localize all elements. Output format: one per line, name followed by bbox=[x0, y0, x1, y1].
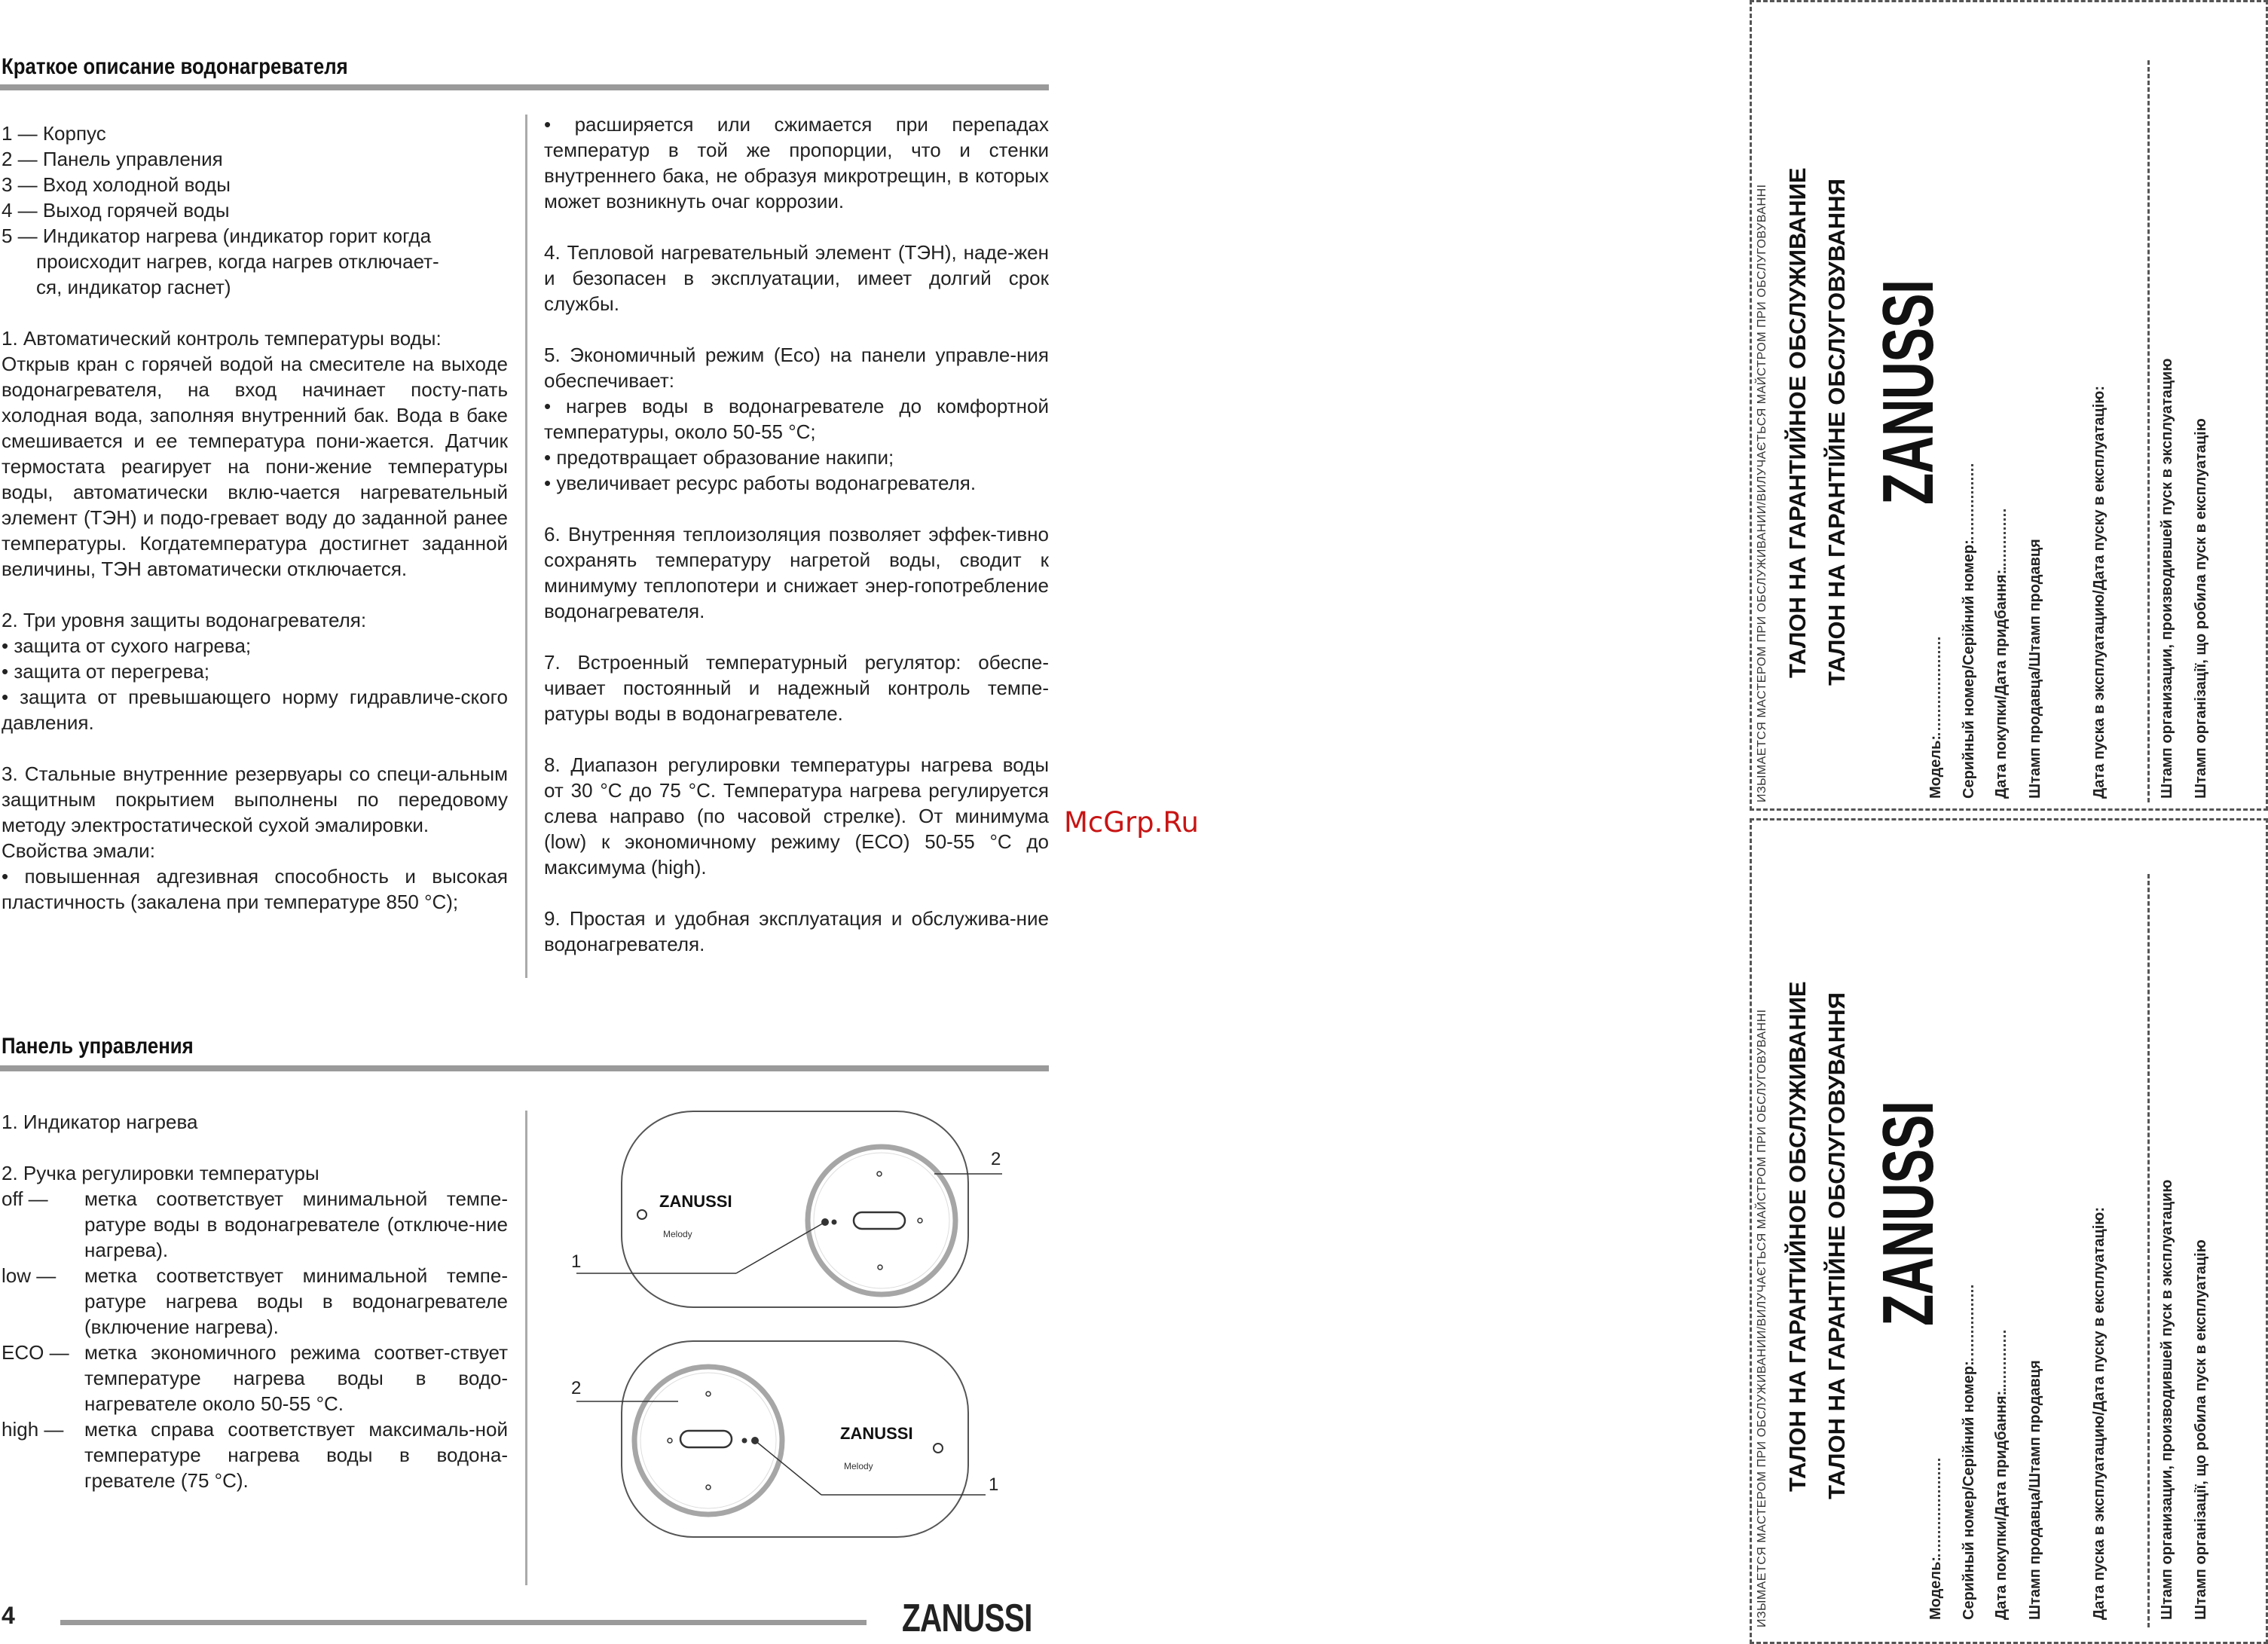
def-term: high — bbox=[2, 1418, 64, 1441]
def-desc: метка справа соответствует максималь-ной температуре нагрева воды в водона-гревателе (75 °С). bbox=[84, 1418, 508, 1492]
def-desc: метка соответствует минимальной темпе-ратуре воды в водонагревателе (отключе-ние нагрева). bbox=[84, 1187, 508, 1261]
field-label: Серийный номер/Серійний номер: bbox=[1961, 1361, 1977, 1620]
coupon-field-model bbox=[1927, 637, 1945, 799]
coupon-field-serial bbox=[1961, 1285, 1978, 1620]
coupon-divider bbox=[2147, 60, 2150, 802]
coupon-org-ua: Штамп організації, що робила пуск в експлуатацію bbox=[2193, 1239, 2209, 1620]
p3-text: 3. Стальные внутренние резервуары со специ-альным защитным покрытием выполнены по передовому методу электростатической сухой эмалировки. bbox=[2, 762, 508, 836]
knob-mark-low bbox=[832, 1220, 837, 1225]
legend-item-1: 1. Индикатор нагрева bbox=[2, 1111, 198, 1133]
def-term: off — bbox=[2, 1187, 48, 1210]
p2-heading: 2. Три уровня защиты водонагревателя: bbox=[2, 609, 367, 631]
panel-brand: ZANUSSI bbox=[659, 1192, 732, 1211]
coupon-field-date bbox=[1993, 509, 2010, 799]
callout-1: 1 bbox=[571, 1251, 582, 1272]
section-title: Краткое описание водонагревателя bbox=[2, 54, 348, 79]
panel-model: Melody bbox=[663, 1229, 692, 1239]
coupon-field-start: Дата пуска в эксплуатацию/Дата пуску в експлуатацію: bbox=[2091, 1207, 2108, 1620]
field-label: Модель: bbox=[1927, 1556, 1944, 1620]
callout-2: 2 bbox=[571, 1378, 582, 1398]
part-2: 2 — Панель управления bbox=[2, 148, 223, 170]
coupon-field-start: Дата пуска в эксплуатацию/Дата пуску в експлуатацію: bbox=[2091, 386, 2108, 799]
p1-heading: 1. Автоматический контроль температуры воды: bbox=[2, 327, 442, 350]
coupon-logo: ZANUSSI bbox=[1868, 1101, 1949, 1326]
coupon-divider bbox=[2147, 874, 2150, 1627]
r8-text: 8. Диапазон регулировки температуры нагрева воды от 30 °С до 75 °С. Температура нагрева регулируется слева направо (по часовой стрелке). От минимума (low) к экономичному режиму (ЕСО) 50-55 °С до максимума (high). bbox=[544, 753, 1049, 879]
coupon-field-stamp: Штамп продавца/Штамп продавця bbox=[2027, 1360, 2043, 1620]
page-number: 4 bbox=[2, 1602, 15, 1629]
part-5-cont2: ся, индикатор гаснет) bbox=[36, 276, 231, 298]
section-title: Панель управления bbox=[2, 1034, 194, 1059]
r4-text: 4. Тепловой нагревательный элемент (ТЭН), наде-жен и безопасен в эксплуатации, имеет долгий срок службы. bbox=[544, 241, 1049, 315]
coupon-tiny-text: ИЗЫМАЕТСЯ МАСТЕРОМ ПРИ ОБСЛУЖИВАНИИ/ВИЛУЧАЄТЬСЯ МАЙСТРОМ ПРИ ОБСЛУГОВУВАННІ bbox=[1756, 1009, 1768, 1627]
footer-logo: ZANUSSI bbox=[902, 1597, 1032, 1640]
field-label: Серийный номер/Серійний номер: bbox=[1961, 539, 1977, 799]
r5-heading: 5. Экономичный режим (Eco) на панели управле-ния обеспечивает: bbox=[544, 344, 1049, 392]
def-desc: метка соответствует минимальной темпе-ратуре нагрева воды в водонагревателе (включение нагрева). bbox=[84, 1264, 508, 1338]
left-column bbox=[2, 121, 508, 915]
r5-item: • нагрев воды в водонагревателе до комфортной температуры, около 50-55 °С; bbox=[544, 395, 1049, 443]
column-divider bbox=[525, 115, 527, 978]
callout-1: 1 bbox=[989, 1474, 999, 1495]
r0-text: • расширяется или сжимается при перепадах температур в той же пропорции, что и стенки внутреннего бака, не образуя микротрещин, в которых может возникнуть очаг коррозии. bbox=[544, 113, 1049, 212]
coupon-title-ru: ТАЛОН НА ГАРАНТИЙНОЕ ОБСЛУЖИВАНИЕ bbox=[1784, 981, 1811, 1492]
legend-def bbox=[2, 1416, 508, 1493]
def-term: low — bbox=[2, 1264, 57, 1287]
coupon-field-date bbox=[1993, 1331, 2010, 1620]
footer-rule bbox=[60, 1620, 867, 1625]
legend-def bbox=[2, 1186, 508, 1263]
coupon-title-ru: ТАЛОН НА ГАРАНТИЙНОЕ ОБСЛУЖИВАНИЕ bbox=[1784, 167, 1811, 678]
column-divider bbox=[525, 1111, 527, 1585]
panel-brand: ZANUSSI bbox=[840, 1424, 913, 1443]
coupon-field-stamp: Штамп продавца/Штамп продавця bbox=[2027, 539, 2043, 799]
p1-text: Открыв кран с горячей водой на смесителе на выходе водонагревателя, на вход начинает посту-пать холодная вода, заполняя внутренний бак. Вода в баке смешивается и ее температура пони-жается. Датчик термостата реагирует на пони-жение температуры воды, автоматически вклю-чается нагревательный элемент (ТЭН) и подо-гревает воду до заданной ранее температуры. Когдатемпература достигнет заданной величины, ТЭН автоматически отключается. bbox=[2, 353, 508, 580]
coupon-field-model bbox=[1927, 1459, 1945, 1620]
legend-def bbox=[2, 1340, 508, 1416]
r6-text: 6. Внутренняя теплоизоляция позволяет эффек-тивно сохранять температуру нагретой воды, сводит к минимуму теплопотери и снижает энер-гопотребление водонагревателя. bbox=[544, 523, 1049, 622]
def-term: ECO — bbox=[2, 1341, 69, 1364]
legend-item-2: 2. Ручка регулировки температуры bbox=[2, 1162, 319, 1184]
r5-item: • увеличивает ресурс работы водонагревателя. bbox=[544, 472, 977, 494]
coupon-title-ua: ТАЛОН НА ГАРАНТІЙНЕ ОБСЛУГОВУВАННЯ bbox=[1823, 992, 1850, 1499]
part-4: 4 — Выход горячей воды bbox=[2, 199, 230, 222]
control-panel-diagram bbox=[558, 1092, 1040, 1590]
p3-item: • повышенная адгезивная способность и высокая пластичность (закалена при температуре 850 °С); bbox=[2, 865, 508, 913]
watermark: McGrp.Ru bbox=[1064, 806, 1199, 839]
knob-handle-icon bbox=[854, 1212, 905, 1229]
knob-ring bbox=[634, 1367, 782, 1514]
r7-text: 7. Встроенный температурный регулятор: обеспе-чивает постоянный и надежный контроль темпе-ратуры воды в водонагревателе. bbox=[544, 651, 1049, 725]
def-desc: метка экономичного режима соответ-ствует температуре нагрева воды в водо-нагревателе около 50-55 °С. bbox=[84, 1341, 508, 1415]
coupon-org-ru: Штамп организации, производившей пуск в эксплуатацию bbox=[2159, 1179, 2175, 1620]
coupon-tiny-text: ИЗЫМАЕТСЯ МАСТЕРОМ ПРИ ОБСЛУЖИВАНИИ/ВИЛУЧАЄТЬСЯ МАЙСТРОМ ПРИ ОБСЛУГОВУВАННІ bbox=[1756, 184, 1768, 802]
right-column bbox=[544, 112, 1049, 982]
indicator-light-icon bbox=[934, 1444, 943, 1453]
legend-def bbox=[2, 1263, 508, 1340]
field-label: Модель: bbox=[1927, 735, 1944, 799]
field-label: Дата покупки/Дата придбання: bbox=[1993, 1390, 2010, 1620]
part-3: 3 — Вход холодной воды bbox=[2, 173, 231, 196]
part-5-cont: происходит нагрев, когда нагрев отключает- bbox=[36, 250, 439, 273]
p2-item: • защита от сухого нагрева; bbox=[2, 634, 252, 657]
callout-2: 2 bbox=[991, 1149, 1001, 1169]
r5-item: • предотвращает образование накипи; bbox=[544, 446, 894, 469]
p2-item: • защита от превышающего норму гидравличе-ского давления. bbox=[2, 686, 508, 734]
panel-model: Melody bbox=[844, 1461, 873, 1471]
part-1: 1 — Корпус bbox=[2, 122, 106, 145]
section-rule bbox=[0, 1065, 1049, 1071]
coupon-org-ru: Штамп организации, производившей пуск в эксплуатацию bbox=[2159, 358, 2175, 799]
field-label: Дата покупки/Дата придбання: bbox=[1993, 569, 2010, 799]
knob-handle-icon bbox=[680, 1431, 732, 1447]
coupon-logo: ZANUSSI bbox=[1868, 280, 1949, 505]
indicator-light-icon bbox=[637, 1210, 646, 1219]
r9-text: 9. Простая и удобная эксплуатация и обслужива-ние водонагревателя. bbox=[544, 907, 1049, 955]
section-rule bbox=[0, 84, 1049, 90]
p2-item: • защита от перегрева; bbox=[2, 660, 210, 683]
part-5: 5 — Индикатор нагрева (индикатор горит когда bbox=[2, 225, 432, 247]
coupon-title-ua: ТАЛОН НА ГАРАНТІЙНЕ ОБСЛУГОВУВАННЯ bbox=[1823, 179, 1850, 686]
coupon-org-ua: Штамп організації, що робила пуск в експлуатацію bbox=[2193, 418, 2209, 799]
knob-ring bbox=[808, 1147, 955, 1294]
panel-legend bbox=[2, 1109, 508, 1493]
coupon-field-serial bbox=[1961, 464, 1978, 799]
p3-props: Свойства эмали: bbox=[2, 839, 155, 862]
